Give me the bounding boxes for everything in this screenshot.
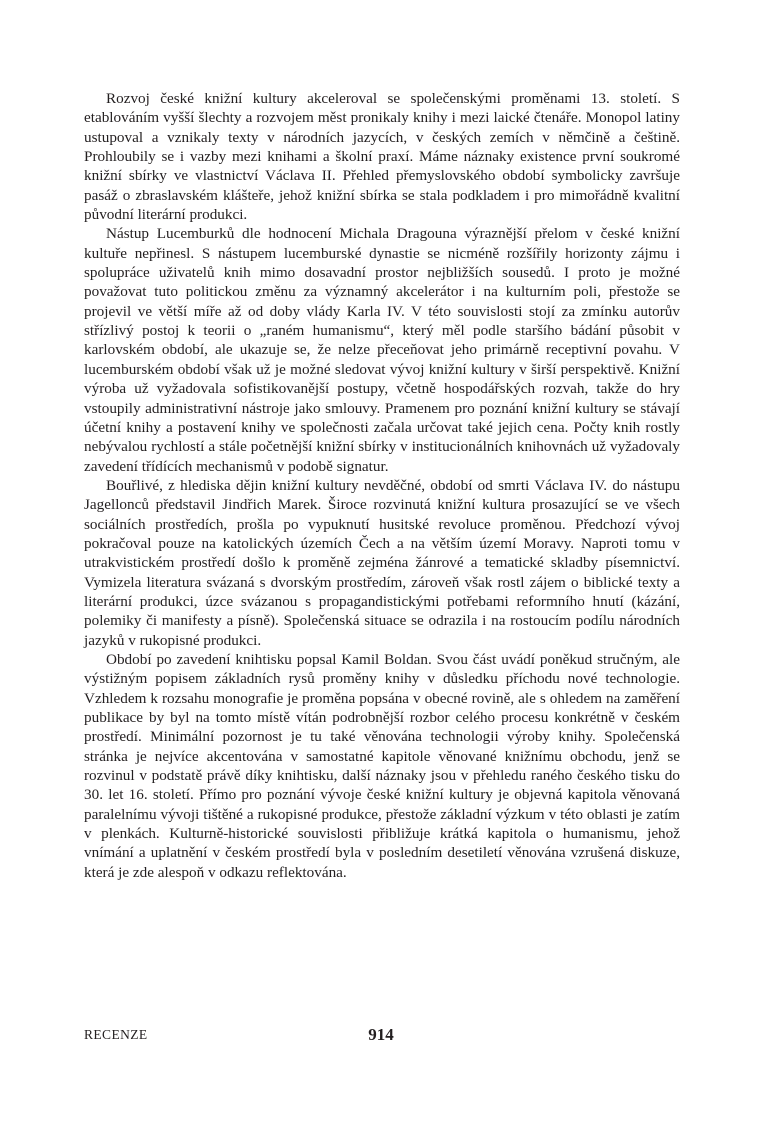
paragraph: Rozvoj české knižní kultury akceleroval se společenskými proměnami 13. století. S etablováním vyšší šlechty a rozvojem měst pronikaly knihy i mezi laické čtenáře. Monopol latiny ustupoval a vznikaly texty v národních jazycích, v českých zemích v němčině a češtině. Prohloubily se i vazby mezi knihami a školní praxí. Máme náznaky existence první soukromé knižní sbírky ve vlastnictví Václava II. Přehled přemyslovského období symbolicky završuje pasáž o zbraslavském klášteře, jehož knižní sbírka se stala podkladem i pro mimořádně kvalitní původní literární produkci. <box>84 90 680 224</box>
running-footer-section: RECENZE <box>84 1027 148 1042</box>
paragraph: Nástup Lucemburků dle hodnocení Michala Dragouna výraznější přelom v české knižní kultuře nepřinesl. S nástupem lucemburské dynastie se nicméně rozšířily horizonty zájmu i spolupráce uživatelů knih mimo dosavadní prostor nejbližších sousedů. I proto je možné považovat tuto politickou změnu za významný akcelerátor i na kulturním poli, přestože se projevil ve větší míře až od doby vlády Karla IV. V této souvislosti stojí za zmínku autorův střízlivý postoj k teorii o „raném humanismu“, který měl podle staršího bádání působit v karlovském období, ale ukazuje se, že nelze přeceňovat jeho primárně receptivní povahu. V lucemburském období však už je možné sledovat vývoj knižní kultury v širší perspektivě. Knižní výroba už vyžadovala sofistikovanější postupy, včetně hospodářských rozvah, takže do hry vstoupily administrativní nástroje jako smlouvy. Pramenem pro poznání knižní kultury se stávají účetní knihy a postavení knihy ve společnosti začala určovat také jejich cena. Počty knih rostly nebývalou rychlostí a stále početnější knižní sbírky v institucionálních knihovnách už vyžadovaly zavedení třídících mechanismů v podobě signatur. <box>84 225 680 475</box>
paragraph: Bouřlivé, z hlediska dějin knižní kultury nevděčné, období od smrti Václava IV. do nástupu Jagellonců představil Jindřich Marek. Široce rozvinutá knižní kultura prosazující se ve všech sociálních prostředích, prošla po vypuknutí husitské revoluce proměnou. Předchozí vývoj pokračoval pouze na katolických územích Čech a na větším území Moravy. Naproti tomu v utrakvistickém prostředí došlo k proměně zejména žánrové a tematické skladby písemnictví. Vymizela literatura svázaná s dvorským prostředím, zároveň však rostl zájem o biblické texty a literární produkci, úzce svázanou s propagandistickými potřebami reformního hnutí (kázání, polemiky či manifesty a písně). Společenská situace se odrazila i na rostoucím podílu národních jazyků v rukopisné produkci. <box>84 476 680 649</box>
paragraph: Období po zavedení knihtisku popsal Kamil Boldan. Svou část uvádí poněkud stručným, ale výstižným popisem základních rysů proměny knihy v důsledku příchodu nové technologie. Vzhledem k rozsahu monografie je proměna popsána v obecné rovině, ale s ohledem na zaměření publikace by byl na tomto místě vítán podrobnější rozbor celého procesu konkrétně v českém prostředí. Minimální pozornost je tu také věnována technologii výroby knihy. Společenská stránka je nejvíce akcentována v samostatné kapitole věnované knižnímu obchodu, jenž se rozvinul v podstatě právě díky knihtisku, další náznaky jsou v přehledu raného českého tisku do 30. let 16. století. Přímo pro poznání vývoje české knižní kultury je objevná kapitola věnovaná paralelnímu vývoji tištěné a rukopisné produkce, přestože základní výzkum v této oblasti je zatím v plenkách. Kulturně-historické souvislosti přibližuje krátká kapitola o humanismu, jehož vnímání a uplatnění v českém prostředí byla v posledním desetiletí věnována vzrušená diskuze, která je zde alespoň v odkazu reflektována. <box>84 650 680 881</box>
page-number: 914 <box>368 1025 394 1044</box>
article-body <box>84 89 680 882</box>
